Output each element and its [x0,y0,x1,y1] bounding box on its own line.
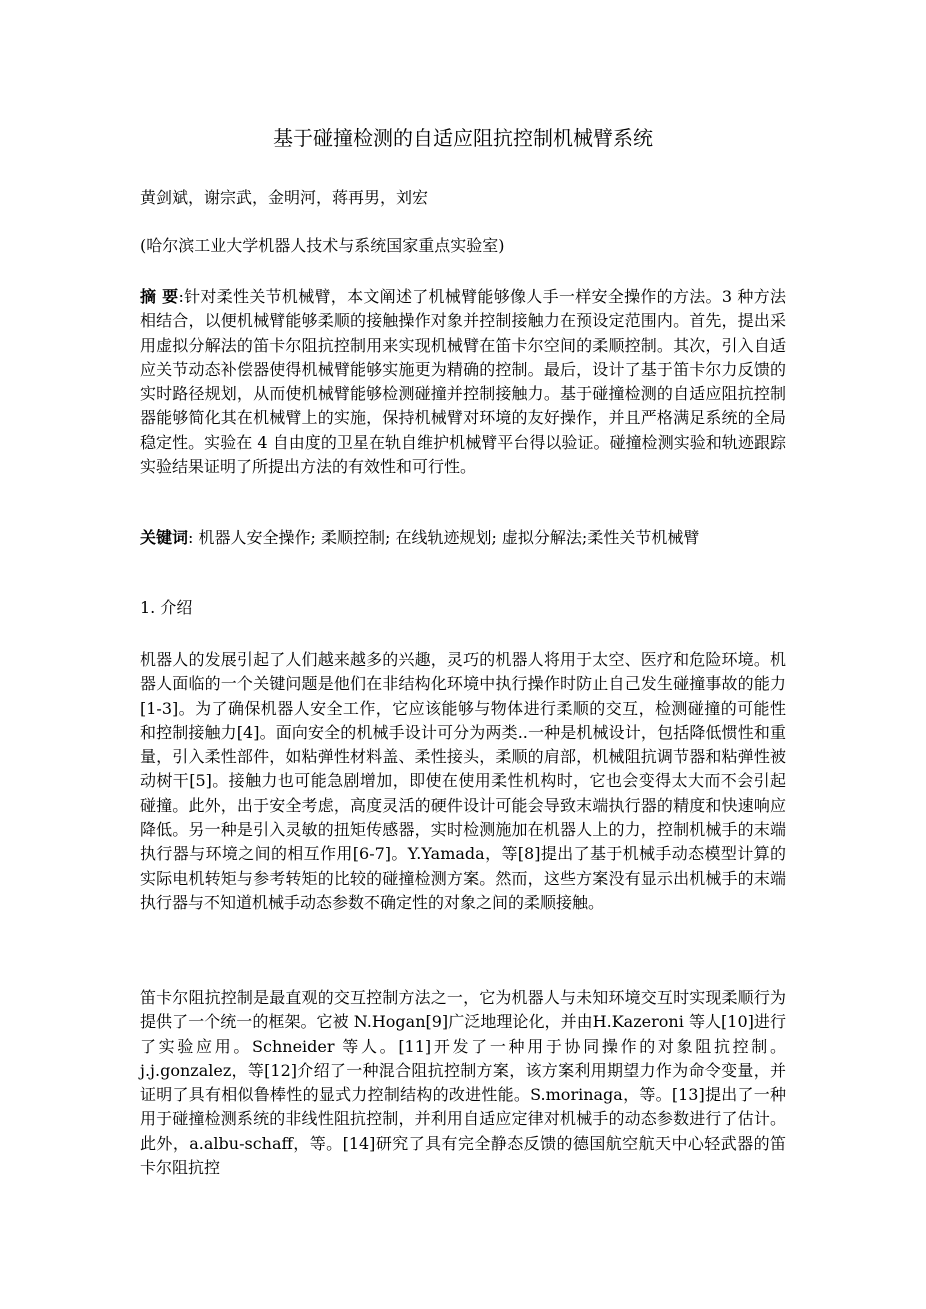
abstract [140,285,786,479]
section-heading: 1. 介绍 [140,598,193,617]
affiliation: (哈尔滨工业大学机器人技术与系统国家重点实验室) [140,236,505,255]
keywords-text: : 机器人安全操作; 柔顺控制; 在线轨迹规划; 虚拟分解法;柔性关节机械臂 [188,528,700,547]
keywords [140,526,786,550]
abstract-text: :针对柔性关节机械臂，本文阐述了机械臂能够像人手一样安全操作的方法。3 种方法相结合，以便机械臂能够柔顺的接触操作对象并控制接触力在预设定范围内。首先，提出采用虚拟分解法的笛卡尔阻抗控制用来实现机械臂在笛卡尔空间的柔顺控制。其次，引入自适应关节动态补偿器使得机械臂能够实施更为精确的控制。最后，设计了基于笛卡尔力反馈的实时路径规划，从而使机械臂能够检测碰撞并控制接触力。基于碰撞检测的自适应阻抗控制器能够简化其在机械臂上的实施，保持机械臂对环境的友好操作，并且严格满足系统的全局稳定性。实验在 4 自由度的卫星在轨自维护机械臂平台得以验证。碰撞检测实验和轨迹跟踪实验结果证明了所提出方法的有效性和可行性。 [140,287,786,477]
intro-paragraph-1: 机器人的发展引起了人们越来越多的兴趣，灵巧的机器人将用于太空、医疗和危险环境。机器人面临的一个关键问题是他们在非结构化环境中执行操作时防止自己发生碰撞事故的能力[1-3]。为了确保机器人安全工作，它应该能够与物体进行柔顺的交互，检测碰撞的可能性和控制接触力[4]。面向安全的机械手设计可分为两类..一种是机械设计，包括降低惯性和重量，引入柔性部件，如粘弹性材料盖、柔性接头，柔顺的肩部，机械阻抗调节器和粘弹性被动树干[5]。接触力也可能急剧增加，即使在使用柔性机构时，它也会变得太大而不会引起碰撞。此外，出于安全考虑，高度灵活的硬件设计可能会导致末端执行器的精度和快速响应降低。另一种是引入灵敏的扭矩传感器，实时检测施加在机器人上的力，控制机械手的末端执行器与环境之间的相互作用[6-7]。Y.Yamada，等[8]提出了基于机械手动态模型计算的实际电机转矩与参考转矩的比较的碰撞检测方案。然而，这些方案没有显示出机械手的末端执行器与不知道机械手动态参数不确定性的对象之间的柔顺接触。 [140,650,786,912]
abstract-label: 摘 要 [140,287,179,306]
intro-paragraph-2: 笛卡尔阻抗控制是最直观的交互控制方法之一，它为机器人与未知环境交互时实现柔顺行为提供了一个统一的框架。它被 N.Hogan[9]广泛地理论化，并由H.Kazeroni 等人[10]进行了实验应用。Schneider 等人。[11]开发了一种用于协同操作的对象阻抗控制。j.j.gonzalez，等[12]介绍了一种混合阻抗控制方案，该方案利用期望力作为命令变量，并证明了具有相似鲁棒性的显式力控制结构的改进性能。S.morinaga，等。[13]提出了一种用于碰撞检测系统的非线性阻抗控制，并利用自适应定律对机械手的动态参数进行了估计。此外，a.albu-schaff，等。[14]研究了具有完全静态反馈的德国航空航天中心轻武器的笛卡尔阻抗控 [140,988,786,1178]
author-list: 黄剑斌，谢宗武，金明河，蒋再男，刘宏 [140,188,429,207]
keywords-label: 关键词 [140,528,189,547]
paper-title: 基于碰撞检测的自适应阻抗控制机械臂系统 [273,126,653,150]
